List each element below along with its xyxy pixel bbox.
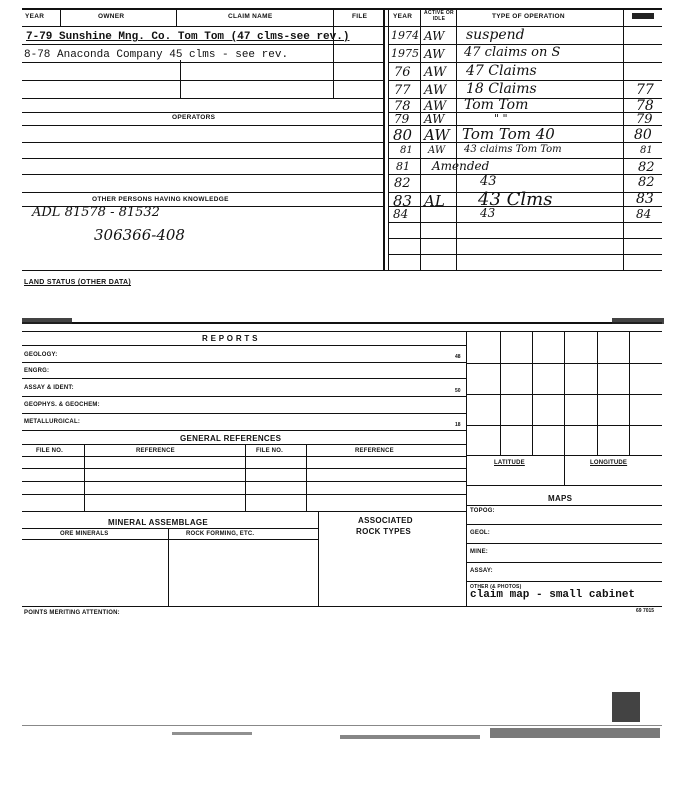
op-year: 81 [400, 145, 413, 156]
map-row-assay: ASSAY: [470, 568, 493, 574]
header-redacted-bar [632, 13, 654, 19]
op-right: 84 [636, 207, 652, 221]
report-code: 48 [455, 354, 461, 360]
map-row-mine: MINE: [470, 549, 488, 555]
op-year: 76 [394, 65, 411, 80]
owner-row: 7-79 Sunshine Mng. Co. Tom Tom (47 clms-see rev.) [26, 31, 350, 43]
report-label: METALLURGICAL: [24, 419, 81, 425]
op-operation: 43 [480, 206, 496, 220]
op-right: 79 [636, 112, 653, 127]
bottom-rule [22, 725, 662, 726]
header-claim-name: CLAIM NAME [228, 13, 273, 20]
report-code: 50 [455, 388, 461, 394]
report-code: 18 [455, 422, 461, 428]
op-right: 82 [638, 175, 655, 190]
header-year: YEAR [25, 13, 45, 20]
op-status: AW [424, 47, 445, 61]
op-right: 81 [640, 145, 653, 156]
op-operation: " " [494, 112, 508, 125]
op-operation: Tom Tom [464, 97, 529, 113]
ref-header-file-no-2: FILE NO. [256, 448, 283, 454]
op-status: AL [424, 192, 445, 210]
divider-end-right [612, 318, 664, 324]
op-year: 79 [394, 112, 410, 126]
op-operation: 43 claims Tom Tom [464, 144, 562, 155]
ref-header-reference-2: REFERENCE [355, 448, 394, 454]
op-operation: 47 claims on S [464, 45, 561, 60]
op-year: 80 [393, 126, 413, 144]
header-owner: OWNER [98, 13, 125, 20]
other-persons-label: OTHER PERSONS HAVING KNOWLEDGE [92, 196, 229, 203]
op-operation: Tom Tom 40 [462, 125, 555, 143]
operators-label: OPERATORS [172, 114, 216, 121]
header-active-idle: ACTIVE OR IDLE [424, 10, 454, 22]
points-label: POINTS MERITING ATTENTION: [24, 610, 120, 616]
ref-header-file-no: FILE NO. [36, 448, 63, 454]
associated-label: ASSOCIATED [358, 516, 413, 525]
op-status: AW [424, 126, 450, 144]
op-year: 77 [394, 83, 411, 98]
ore-minerals-label: ORE MINERALS [60, 531, 109, 537]
maps-title: MAPS [548, 494, 573, 503]
op-year: 78 [394, 99, 411, 114]
map-row-geol: GEOL: [470, 530, 490, 536]
op-status: AW [424, 29, 445, 43]
op-operation: suspend [466, 27, 525, 43]
op-operation: 18 Claims [466, 81, 537, 97]
form-code: 69 7015 [636, 608, 655, 614]
ref-header-reference: REFERENCE [136, 448, 175, 454]
mineral-assemblage-title: MINERAL ASSEMBLAGE [108, 518, 209, 527]
op-status: AW [424, 65, 447, 80]
op-operation: Amended [432, 159, 490, 173]
scan-artifact [172, 732, 252, 735]
report-label: ENGRG: [24, 368, 50, 374]
op-right: 77 [636, 82, 654, 98]
op-status: AW [424, 99, 447, 114]
op-operation: 43 [480, 174, 497, 189]
rock-types-label: ROCK TYPES [356, 527, 412, 536]
rock-forming-label: ROCK FORMING, ETC. [186, 531, 255, 537]
latitude-label: LATITUDE [494, 460, 525, 466]
op-status: AW [424, 112, 445, 126]
reports-title: R E P O R T S [202, 334, 258, 343]
map-other-value: claim map - small cabinet [470, 589, 636, 601]
scan-artifact [490, 728, 660, 738]
op-right: 80 [634, 127, 652, 143]
map-row-topog: TOPOG: [470, 508, 495, 514]
general-references-title: GENERAL REFERENCES [180, 434, 282, 443]
op-status: AW [428, 145, 446, 156]
op-operation: 43 Clms [478, 189, 553, 210]
op-right: 83 [636, 191, 654, 207]
op-right: 82 [638, 160, 655, 175]
map-other-label: OTHER (& PHOTOS) [470, 584, 522, 590]
longitude-label: LONGITUDE [590, 460, 628, 466]
op-year: 83 [393, 192, 413, 210]
op-year: 1974 [391, 29, 419, 42]
header-type-operation: TYPE OF OPERATION [492, 13, 565, 20]
knowledge-line: ADL 81578 - 81532 [32, 205, 160, 220]
op-year: 81 [396, 160, 410, 173]
section-divider [22, 322, 662, 324]
knowledge-line: 306366-408 [94, 226, 185, 244]
scan-artifact [340, 735, 480, 739]
header-file: FILE [352, 13, 368, 20]
header-year-right: YEAR [393, 13, 413, 20]
op-year: 82 [394, 176, 411, 191]
op-year: 84 [393, 207, 409, 221]
op-status: AW [424, 83, 447, 98]
divider-end-left [22, 318, 72, 324]
scan-artifact [612, 692, 640, 722]
report-label: GEOLOGY: [24, 352, 58, 358]
owner-row: 8-78 Anaconda Company 45 clms - see rev. [24, 49, 289, 61]
report-label: GEOPHYS. & GEOCHEM: [24, 402, 100, 408]
report-label: ASSAY & IDENT: [24, 385, 74, 391]
op-right: 78 [636, 98, 654, 114]
op-operation: 47 Claims [466, 63, 537, 79]
land-status-label: LAND STATUS (OTHER DATA) [24, 279, 132, 286]
op-year: 1975 [391, 47, 419, 60]
